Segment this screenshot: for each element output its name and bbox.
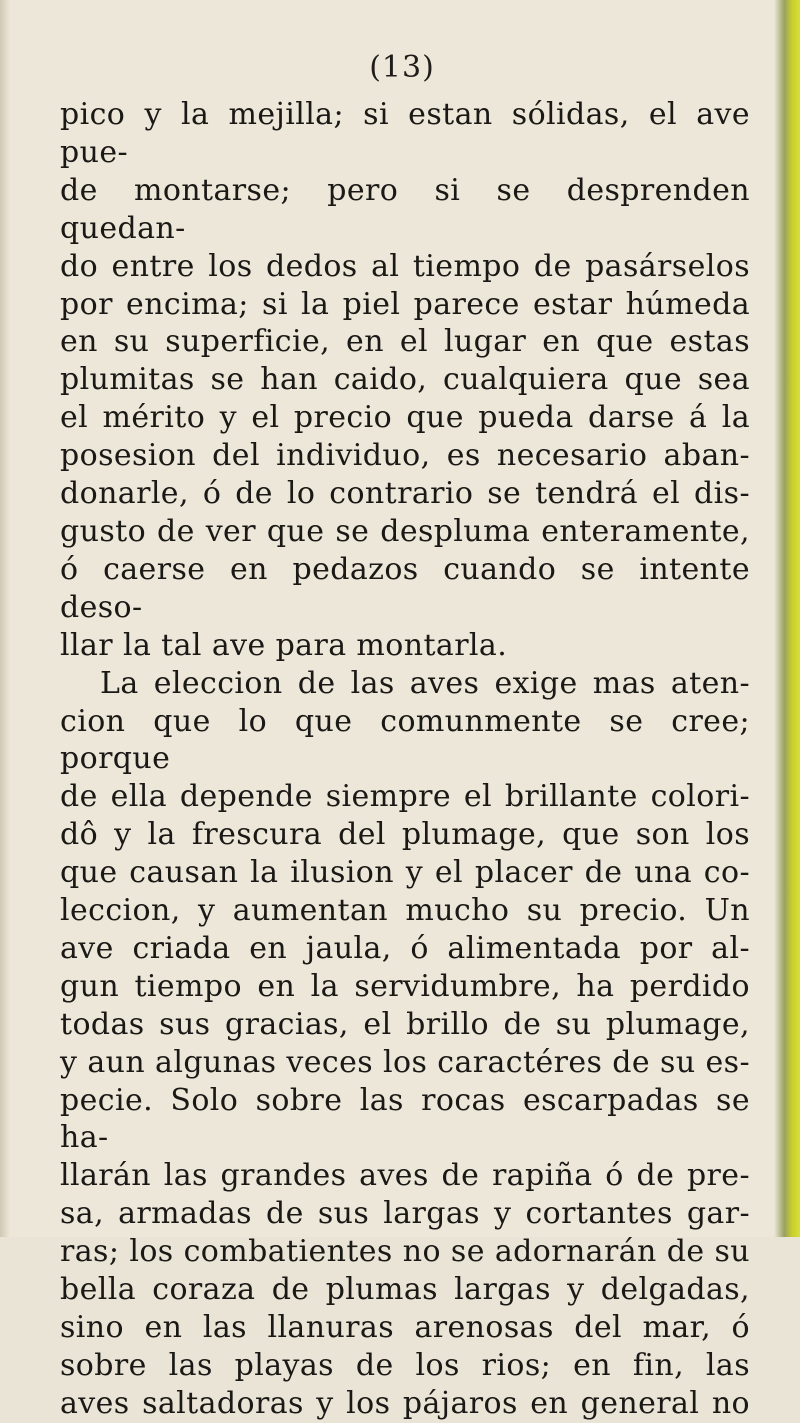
- body-text: [60, 96, 750, 1423]
- page-number: (13): [369, 50, 435, 85]
- text-line: por encima; si la piel parece estar húmeda: [60, 286, 750, 322]
- text-line: el mérito y el precio que pueda darse á la: [60, 400, 750, 436]
- text-line: aves saltadoras y los pájaros en general no: [60, 1385, 750, 1421]
- text-line: gun tiempo en la servidumbre, ha perdido: [60, 968, 750, 1004]
- text-line: y aun algunas veces los caractéres de su es-: [60, 1044, 750, 1080]
- text-line: gusto de ver que se despluma enteramente,: [60, 513, 750, 549]
- text-line: posesion del individuo, es necesario aban-: [60, 438, 750, 474]
- text-line: todas sus gracias, el brillo de su plumage,: [60, 1006, 750, 1042]
- text-line: donarle, ó de lo contrario se tendrá el dis-: [60, 476, 750, 512]
- text-line: bella coraza de plumas largas y delgadas,: [60, 1272, 750, 1308]
- text-line: pecie. Solo sobre las rocas escarpadas se ha-: [60, 1082, 750, 1156]
- text-line: do entre los dedos al tiempo de pasárselos: [60, 248, 750, 284]
- text-line: ave criada en jaula, ó alimentada por al-: [60, 930, 750, 966]
- text-line: sino en las llanuras arenosas del mar, ó: [60, 1310, 750, 1345]
- text-line: La eleccion de las aves exige mas aten-: [100, 665, 750, 701]
- text-line: pico y la mejilla; si estan sólidas, el ave pue-: [60, 97, 750, 170]
- text-line: llar la tal ave para montarla.: [60, 627, 508, 663]
- text-line: ras; los combatientes no se adornarán de su: [60, 1234, 750, 1270]
- page-left-edge: [0, 0, 10, 1237]
- text-line: de montarse; pero si se desprenden quedan-: [60, 172, 750, 246]
- text-line: plumitas se han caido, cualquiera que sea: [60, 362, 750, 398]
- text-line: dô y la frescura del plumage, que son los: [60, 817, 750, 853]
- text-line: llarán las grandes aves de rapiña ó de pre-: [60, 1158, 750, 1194]
- page-right-edge: [774, 0, 800, 1237]
- text-line: sa, armadas de sus largas y cortantes gar-: [60, 1196, 750, 1232]
- text-line: sobre las playas de los rios; en fin, las: [60, 1347, 750, 1383]
- text-line: ó caerse en pedazos cuando se intente deso-: [60, 551, 750, 625]
- text-line: de ella depende siempre el brillante colori-: [60, 779, 750, 815]
- text-line: en su superficie, en el lugar en que estas: [60, 324, 750, 360]
- text-line: que causan la ilusion y el placer de una co-: [60, 855, 750, 891]
- text-line: cion que lo que comunmente se cree; porque: [60, 703, 750, 777]
- text-line: leccion, y aumentan mucho su precio. Un: [60, 893, 750, 929]
